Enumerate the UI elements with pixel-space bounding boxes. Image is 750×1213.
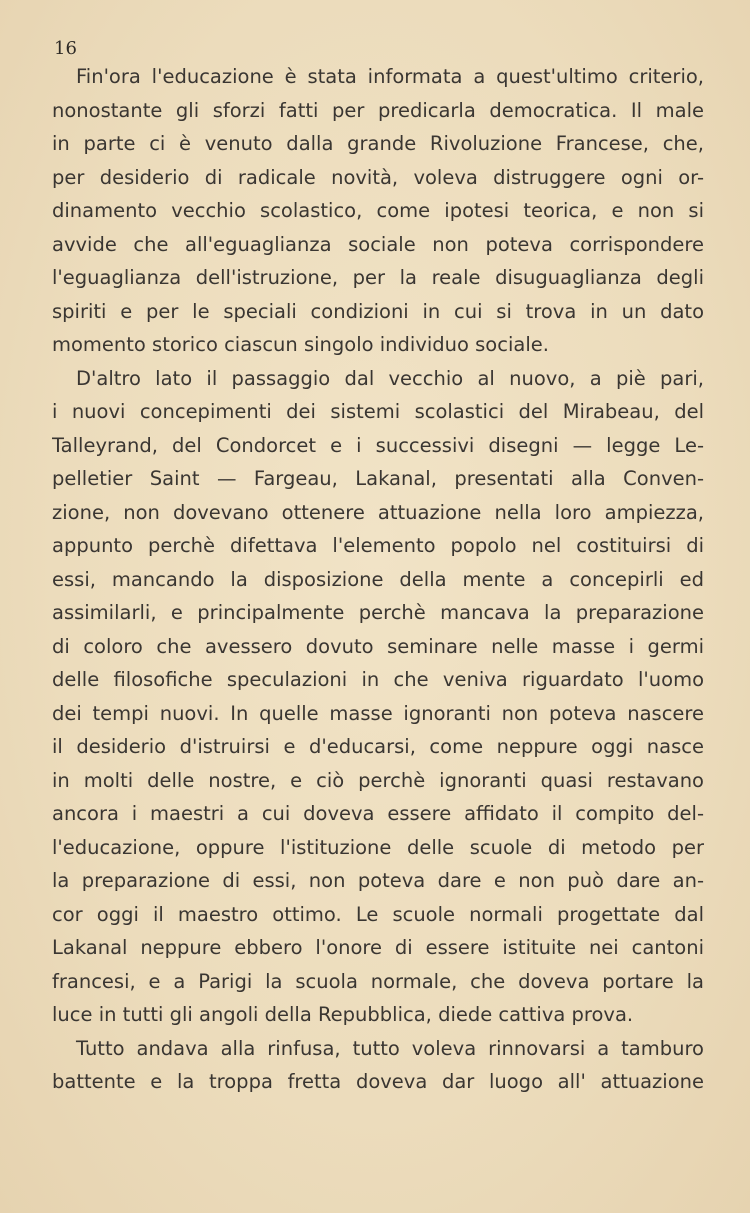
text-line: di coloro che avessero dovuto seminare nelle masse i germi <box>52 634 704 658</box>
text-line: momento storico ciascun singolo individuo sociale. <box>52 333 549 356</box>
text-line: luce in tutti gli angoli della Repubblica, diede cattiva prova. <box>52 1003 634 1026</box>
text-line: Fin'ora l'educazione è stata informata a quest'ultimo criterio, <box>76 65 704 88</box>
text-line: i nuovi concepimenti dei sistemi scolastici del Mirabeau, del <box>52 400 704 423</box>
text-line: l'eguaglianza dell'istruzione, per la reale disuguaglianza degli <box>52 266 704 289</box>
text-line: la preparazione di essi, non poteva dare e non può dare an- <box>52 869 704 892</box>
text-line: nonostante gli sforzi fatti per predicarla democratica. Il male <box>52 98 704 122</box>
text-line: essi, mancando la disposizione della mente a concepirli ed <box>52 567 704 591</box>
text-line: Lakanal neppure ebbero l'onore di essere istituite nei cantoni <box>52 936 704 959</box>
text-line: dei tempi nuovi. In quelle masse ignoranti non poteva nascere <box>52 701 704 725</box>
text-line: Tutto andava alla rinfusa, tutto voleva rinnovarsi a tamburo <box>76 1036 704 1060</box>
text-line: in parte ci è venuto dalla grande Rivoluzione Francese, che, <box>52 132 704 155</box>
text-line: avvide che all'eguaglianza sociale non poteva corrispondere <box>52 232 704 256</box>
text-line: il desiderio d'istruirsi e d'educarsi, come neppure oggi nasce <box>52 735 704 758</box>
text-line: spiriti e per le speciali condizioni in cui si trova in un dato <box>52 299 704 323</box>
text-line: cor oggi il maestro ottimo. Le scuole normali progettate dal <box>52 902 704 926</box>
text-line: zione, non dovevano ottenere attuazione nella loro ampiezza, <box>52 500 704 524</box>
text-line: in molti delle nostre, e ciò perchè ignoranti quasi restavano <box>52 768 704 792</box>
text-line: per desiderio di radicale novità, voleva distruggere ogni or- <box>52 165 704 189</box>
text-line: dinamento vecchio scolastico, come ipotesi teorica, e non si <box>52 199 704 222</box>
text-line: francesi, e a Parigi la scuola normale, che doveva portare la <box>52 969 704 993</box>
text-line: delle filosofiche speculazioni in che veniva riguardato l'uomo <box>52 668 704 691</box>
page-number: 16 <box>54 38 77 59</box>
text-line: l'educazione, oppure l'istituzione delle scuole di metodo per <box>52 835 704 859</box>
text-line: Talleyrand, del Condorcet e i successivi disegni — legge Le- <box>52 433 704 457</box>
text-line: D'altro lato il passaggio dal vecchio al nuovo, a piè pari, <box>76 366 704 390</box>
body-text <box>52 60 704 1099</box>
text-line: assimilarli, e principalmente perchè mancava la preparazione <box>52 601 704 624</box>
text-line: pelletier Saint — Fargeau, Lakanal, presentati alla Conven- <box>52 467 704 490</box>
text-line: appunto perchè difettava l'elemento popolo nel costituirsi di <box>52 534 704 557</box>
text-line: ancora i maestri a cui doveva essere affidato il compito del- <box>52 802 704 825</box>
text-line: battente e la troppa fretta doveva dar luogo all' attuazione <box>52 1070 704 1093</box>
